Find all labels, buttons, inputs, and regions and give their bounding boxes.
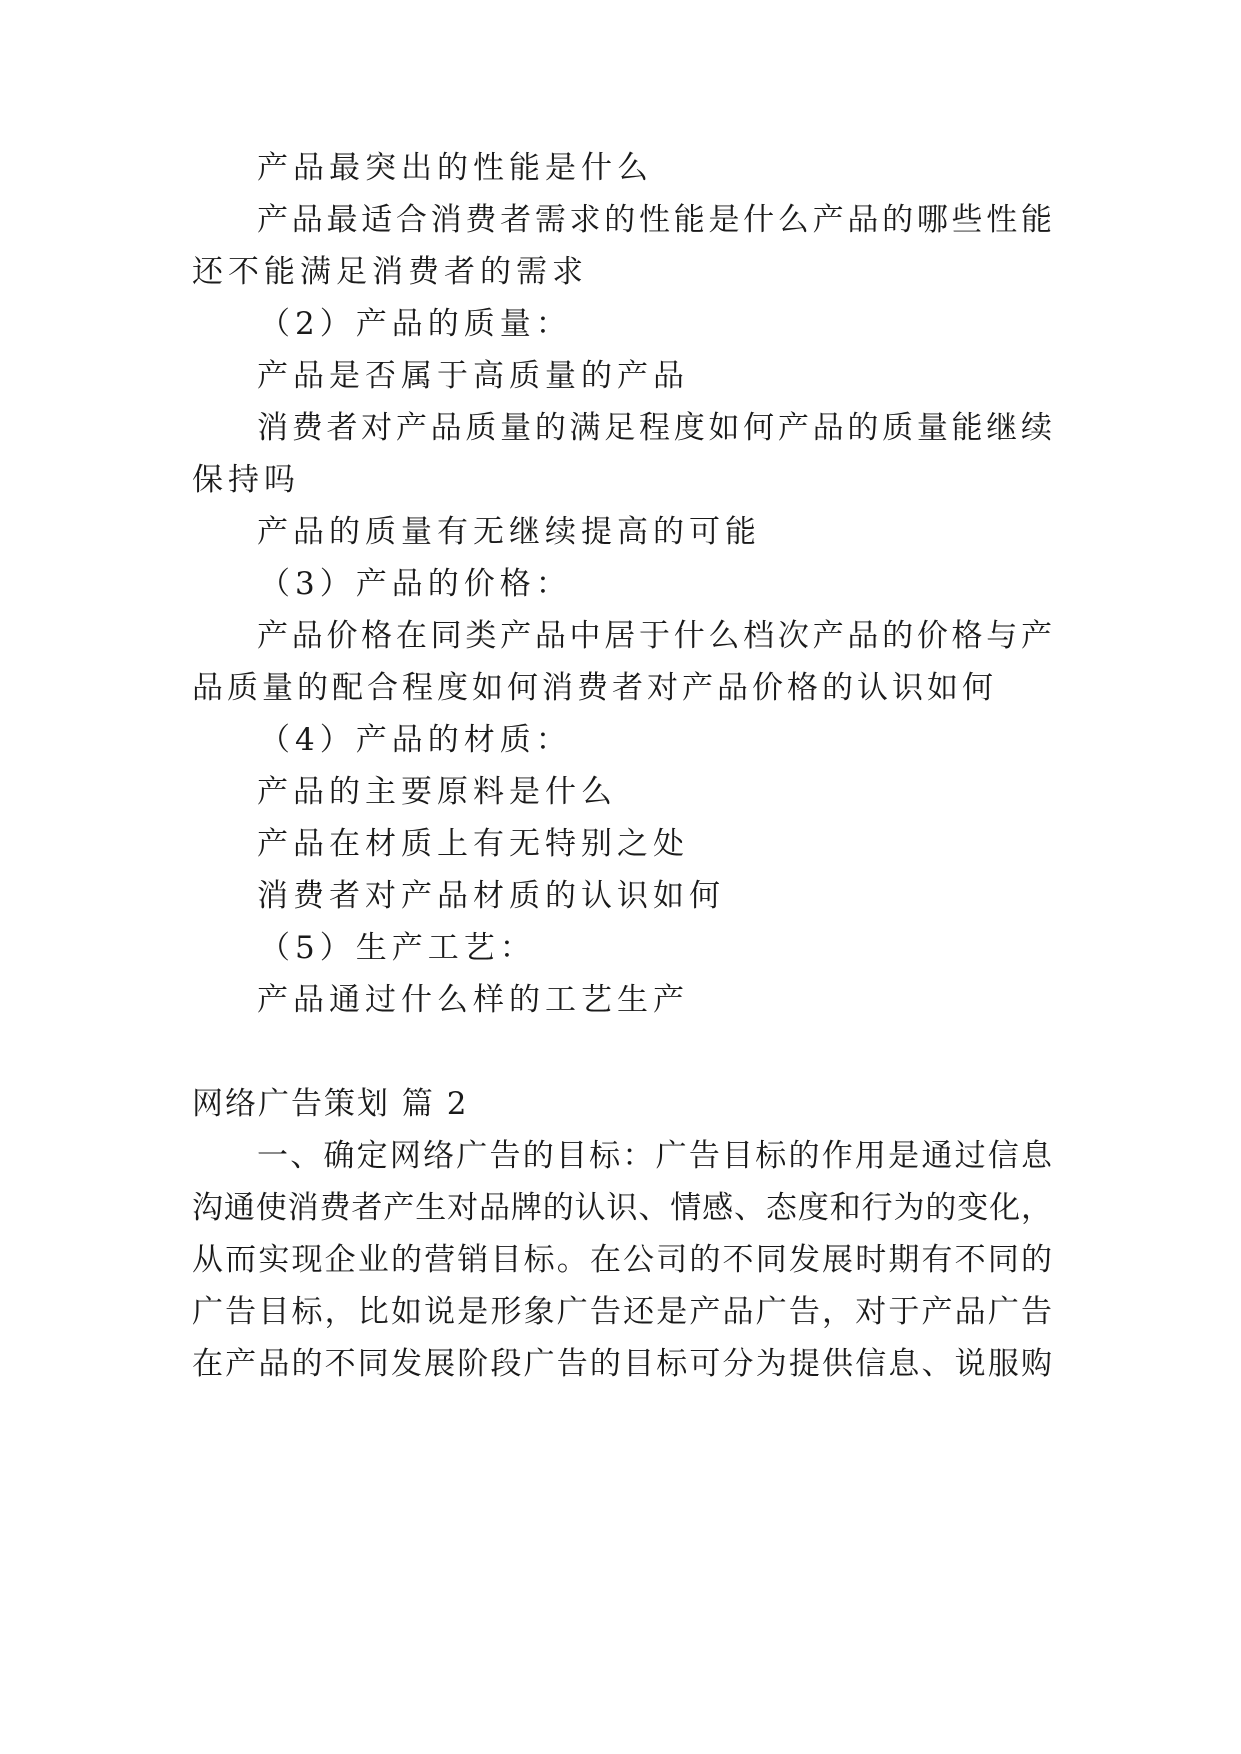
text-line: 产品是否属于高质量的产品: [257, 358, 689, 394]
text-line: 产品最突出的性能是什么: [257, 150, 653, 186]
text-line: 产品的质量有无继续提高的可能: [257, 514, 761, 550]
text-line: 从而实现企业的营销目标。在公司的不同发展时期有不同的: [192, 1242, 1052, 1278]
text-line: 在产品的不同发展阶段广告的目标可分为提供信息、说服购: [192, 1346, 1052, 1382]
text-line: 品质量的配合程度如何消费者对产品价格的认识如何: [192, 670, 997, 706]
section-heading: 网络广告策划 篇 2: [192, 1086, 469, 1122]
text-line: 产品价格在同类产品中居于什么档次产品的价格与产: [257, 618, 1052, 654]
text-line: 消费者对产品材质的认识如何: [257, 878, 725, 914]
text-line: 产品的主要原料是什么: [257, 774, 617, 810]
text-line: 还不能满足消费者的需求: [192, 254, 588, 290]
text-line: 沟通使消费者产生对品牌的认识、情感、态度和行为的变化，: [192, 1190, 1052, 1226]
text-line: 广告目标，比如说是形象广告还是产品广告，对于产品广告: [192, 1294, 1052, 1330]
text-line: 产品最适合消费者需求的性能是什么产品的哪些性能: [257, 202, 1052, 238]
text-line: 产品在材质上有无特别之处: [257, 826, 689, 862]
text-line: 产品通过什么样的工艺生产: [257, 982, 689, 1018]
text-line: 一、确定网络广告的目标：广告目标的作用是通过信息: [257, 1138, 1052, 1174]
text-line: 保持吗: [192, 462, 300, 498]
subheading: （2）产品的质量：: [259, 306, 572, 342]
text-line: 消费者对产品质量的满足程度如何产品的质量能继续: [257, 410, 1052, 446]
subheading: （3）产品的价格：: [259, 566, 572, 602]
subheading: （5）生产工艺：: [259, 930, 536, 966]
subheading: （4）产品的材质：: [259, 722, 572, 758]
